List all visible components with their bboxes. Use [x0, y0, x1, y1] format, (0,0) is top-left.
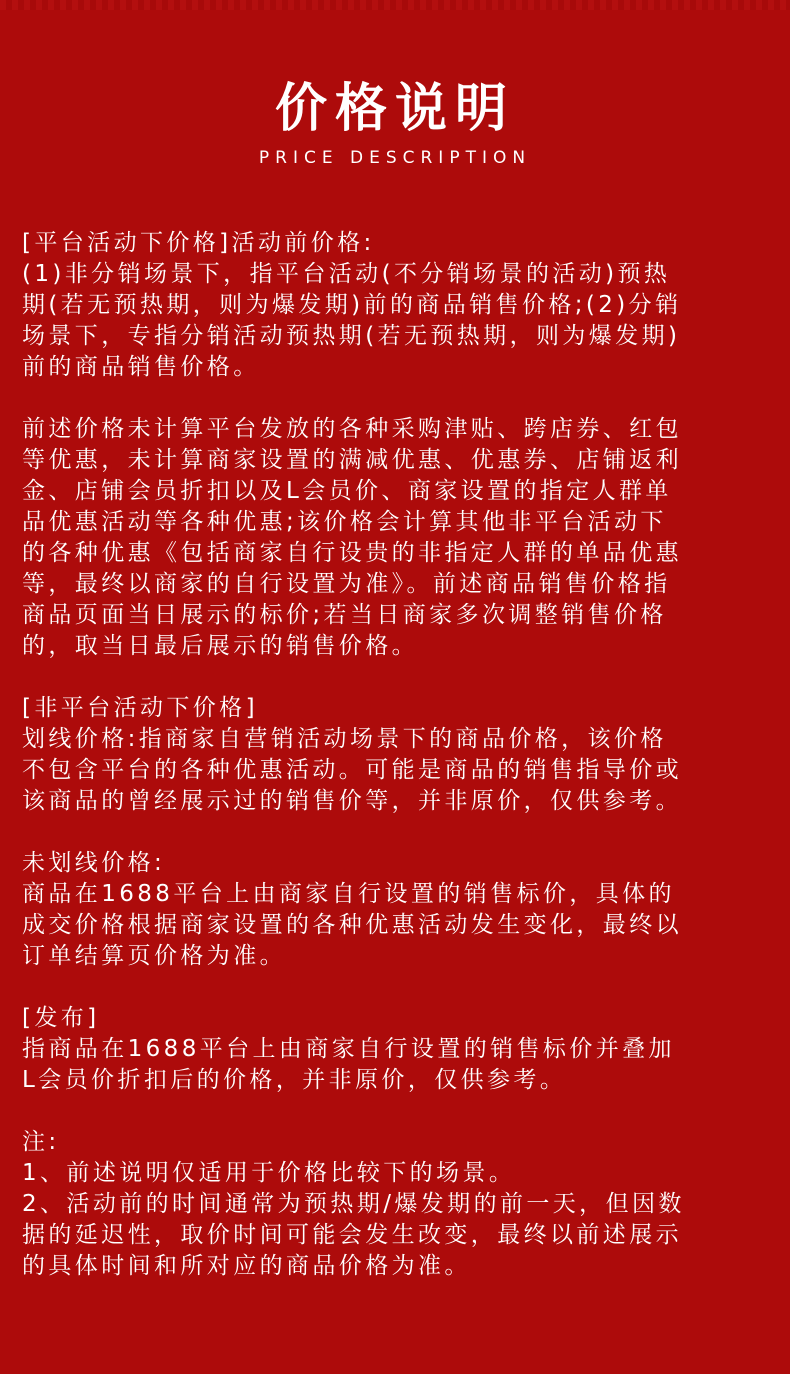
text-line: 该商品的曾经展示过的销售价等，并非原价，仅供参考。	[22, 788, 682, 814]
page-subtitle: PRICE DESCRIPTION	[258, 148, 532, 168]
paragraph-unmarked-price	[22, 848, 774, 972]
text-line: L会员价折扣后的价格，并非原价，仅供参考。	[22, 1067, 567, 1093]
text-line: 成交价格根据商家设置的各种优惠活动发生变化，最终以	[22, 912, 682, 938]
text-line: 据的延迟性，取价时间可能会发生改变，最终以前述展示	[22, 1222, 682, 1248]
text-line: [发布]	[22, 1005, 100, 1031]
text-line: 商品页面当日展示的标价;若当日商家多次调整销售价格	[22, 602, 667, 628]
text-line: 未划线价格:	[22, 850, 166, 876]
text-line: 订单结算页价格为准。	[22, 943, 286, 969]
paragraph-notes	[22, 1127, 774, 1282]
paragraph-platform-activity	[22, 228, 774, 383]
text-line: 划线价格:指商家自营销活动场景下的商品价格，该价格	[22, 726, 667, 752]
top-decorative-edge	[0, 0, 790, 10]
paragraph-non-platform-activity	[22, 693, 774, 817]
text-line: 的各种优惠《包括商家自行设贵的非指定人群的单品优惠	[22, 540, 682, 566]
text-line: 金、店铺会员折扣以及L会员价、商家设置的指定人群单	[22, 478, 672, 504]
text-line: [非平台活动下价格]	[22, 695, 258, 721]
text-line: 场景下，专指分销活动预热期(若无预热期，则为爆发期)	[22, 323, 681, 349]
text-line: 的，取当日最后展示的销售价格。	[22, 633, 418, 659]
text-line: 的具体时间和所对应的商品价格为准。	[22, 1253, 471, 1279]
page-title: 价格说明	[274, 79, 515, 139]
text-line: 2、活动前的时间通常为预热期/爆发期的前一天，但因数	[22, 1191, 685, 1217]
text-line: 注:	[22, 1129, 60, 1155]
text-line: (1)非分销场景下，指平台活动(不分销场景的活动)预热	[22, 261, 671, 287]
text-line: 1、前述说明仅适用于价格比较下的场景。	[22, 1160, 516, 1186]
text-line: 前述价格未计算平台发放的各种采购津贴、跨店券、红包	[22, 416, 682, 442]
paragraph-publish	[22, 1003, 774, 1096]
text-line: 期(若无预热期，则为爆发期)前的商品销售价格;(2)分销	[22, 292, 682, 318]
text-line: 品优惠活动等各种优惠;该价格会计算其他非平台活动下	[22, 509, 667, 535]
text-line: 不包含平台的各种优惠活动。可能是商品的销售指导价或	[22, 757, 682, 783]
description-body	[22, 228, 774, 1313]
text-line: 等，最终以商家的自行设置为准》。前述商品销售价格指	[22, 571, 671, 597]
text-line: 指商品在1688平台上由商家自行设置的销售标价并叠加	[22, 1036, 675, 1062]
text-line: [平台活动下价格]活动前价格:	[22, 230, 375, 256]
text-line: 前的商品销售价格。	[22, 354, 260, 380]
text-line: 等优惠，未计算商家设置的满减优惠、优惠券、店铺返利	[22, 447, 682, 473]
paragraph-price-exclusions	[22, 414, 774, 662]
text-line: 商品在1688平台上由商家自行设置的销售标价，具体的	[22, 881, 675, 907]
